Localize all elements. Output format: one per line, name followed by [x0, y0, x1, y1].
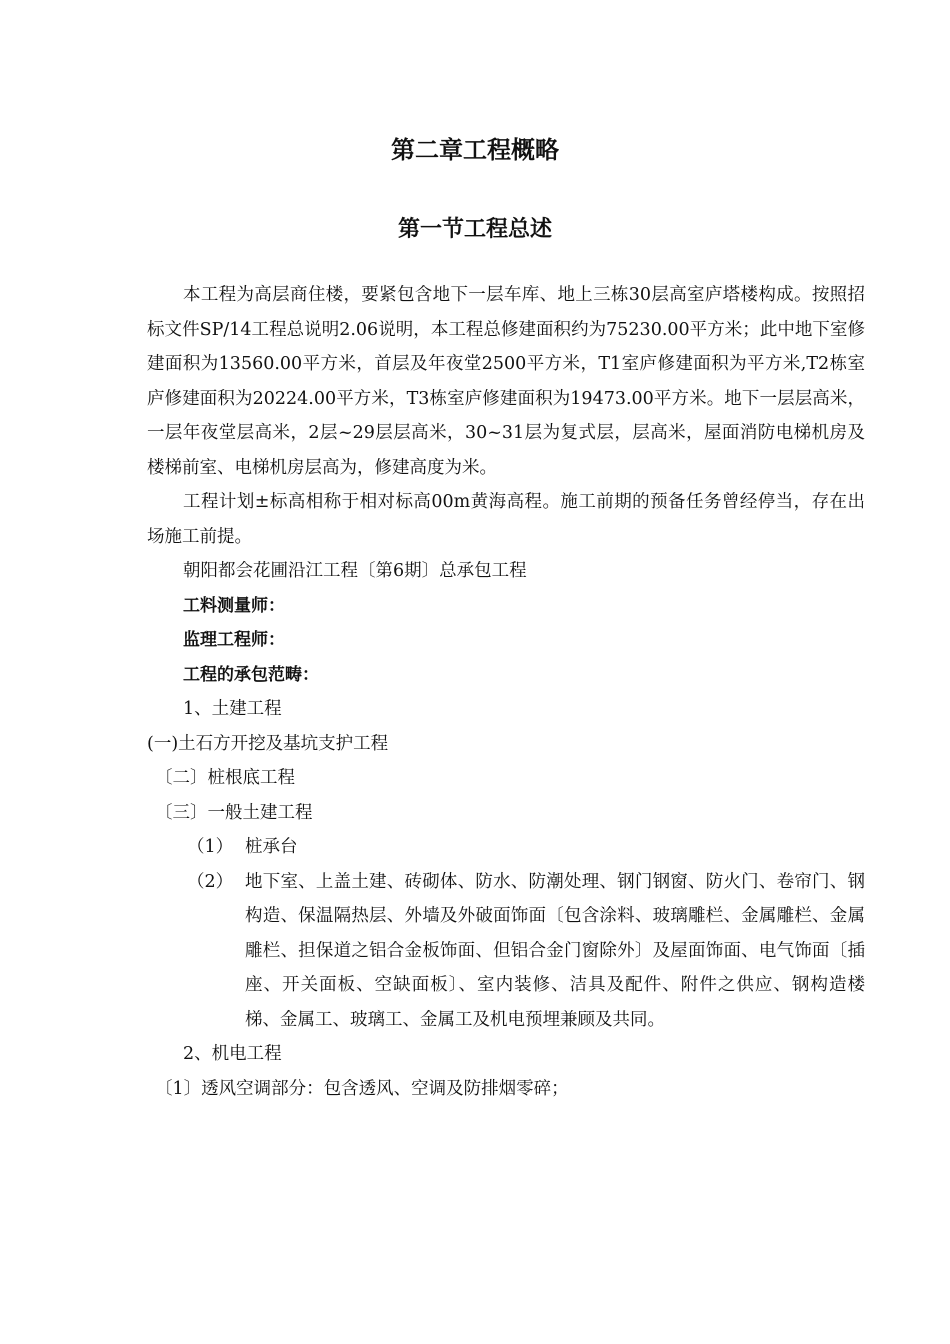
document-body	[147, 278, 865, 1106]
elevation-paragraph: 工程计划±标高相称于相对标高00m黄海高程。施工前期的预备任务曾经停当，存在出场施工前提。	[147, 492, 865, 547]
overview-paragraph: 本工程为高层商住楼，要紧包含地下一层车库、地上三栋30层高室庐塔楼构成。按照招标文件SP/14工程总说明2.06说明，本工程总修建面积约为75230.00平方米；此中地下室修建面积为13560.00平方米，首层及年夜堂2500平方米，T1室庐修建面积为平方米,T2栋室庐修建面积为20224.00平方米，T3栋室庐修建面积为19473.00平方米。地下一层层高米，一层年夜堂层高米，2层~29层层高米，30~31层为复式层，层高米，屋面消防电梯机房及楼梯前室、电梯机房层高为，修建高度为米。	[147, 285, 865, 478]
civil-item-1	[147, 830, 865, 865]
section-title: 第一节工程总述	[397, 217, 552, 242]
civil-sub2: 〔二〕桩根底工程	[155, 768, 295, 788]
scope-label: 工程的承包范畴：	[183, 664, 319, 685]
chapter-title: 第二章工程概略	[391, 136, 559, 164]
mep-sub1: 〔1〕透风空调部分：包含透风、空调及防排烟零碎；	[155, 1078, 569, 1099]
item-number: （1）	[187, 837, 234, 857]
civil-sub1: (一)土石方开挖及基坑支护工程	[147, 733, 389, 754]
supervisor-label: 监理工程师：	[183, 630, 285, 650]
item-text: 桩承台	[245, 837, 298, 857]
civil-sub3: 〔三〕一般土建工程	[155, 802, 313, 823]
civil-item-2	[147, 865, 865, 1038]
civil-heading: 1、土建工程	[183, 699, 282, 719]
project-name: 朝阳都会花圃沿江工程〔第6期〕总承包工程	[183, 561, 527, 581]
surveyor-label: 工料测量师：	[183, 595, 285, 616]
mep-heading: 2、机电工程	[183, 1044, 282, 1064]
item-text: 地下室、上盖土建、砖砌体、防水、防潮处理、钢门钢窗、防火门、卷帘门、钢构造、保温隔热层、外墙及外破面饰面〔包含涂料、玻璃雕栏、金属雕栏、金属雕栏、担保道之铝合金板饰面、但铝合金门窗除外〕及屋面饰面、电气饰面〔插座、开关面板、空缺面板〕、室内装修、洁具及配件、附件之供应、钢构造楼梯、金属工、玻璃工、金属工及机电预埋兼顾及共同。	[245, 871, 865, 1030]
item-number: （2）	[187, 871, 234, 892]
